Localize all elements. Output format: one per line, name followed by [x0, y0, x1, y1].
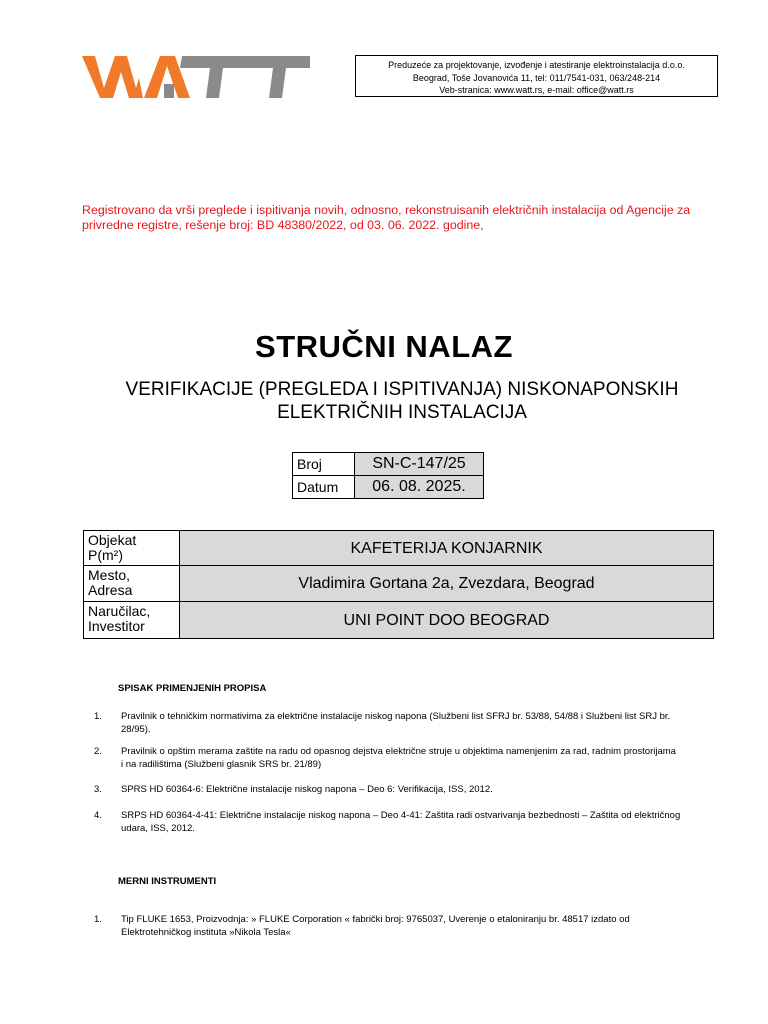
- table-row: [293, 453, 484, 476]
- company-line: Preduzeće za projektovanje, izvođenje i atestiranje elektroinstalacija d.o.o.: [388, 60, 685, 70]
- label-line: Adresa: [88, 582, 133, 598]
- company-web: Veb-stranica: www.watt.rs, e-mail: office@watt.rs: [439, 85, 634, 95]
- item-number: 1.: [94, 914, 102, 925]
- item-line: Pravilnik o opštim merama zaštite na radu od opasnog dejstva električne struje u objektima namenjenim za rad, radnim prostorijama: [121, 746, 676, 757]
- object-info-table: [83, 530, 714, 639]
- document-number-table: [292, 452, 484, 499]
- registration-note: [82, 203, 722, 233]
- address-value: Vladimira Gortana 2a, Zvezdara, Beograd: [180, 566, 714, 602]
- label-line: Investitor: [88, 618, 145, 634]
- label-line: Naručilac,: [88, 603, 151, 619]
- company-info-box: [355, 55, 718, 97]
- company-address: Beograd, Toše Jovanovića 11, tel: 011/7541-031, 063/248-214: [412, 72, 661, 83]
- object-value: KAFETERIJA KONJARNIK: [180, 531, 714, 566]
- item-number: 1.: [94, 711, 102, 722]
- item-text: [121, 745, 721, 771]
- item-text: [121, 710, 721, 736]
- label-line: P(m²): [88, 547, 123, 563]
- label-line: Mesto,: [88, 567, 131, 583]
- datum-label: Datum: [293, 476, 355, 499]
- object-label: [84, 531, 180, 566]
- item-number: 3.: [94, 784, 102, 795]
- subtitle-line: ELEKTRIČNIH INSTALACIJA: [277, 402, 527, 423]
- item-text: [121, 783, 721, 796]
- subtitle-line: VERIFIKACIJE (PREGLEDA I ISPITIVANJA) NISKONAPONSKIH: [125, 379, 679, 400]
- registration-line: privredne registre, rešenje broj: BD 48380/2022, od 03. 06. 2022. godine,: [82, 218, 484, 232]
- item-line: udara, ISS, 2012.: [121, 823, 195, 834]
- table-row: [84, 566, 714, 602]
- broj-label: Broj: [293, 453, 355, 476]
- item-line: Pravilnik o tehničkim normativima za električne instalacije niskog napona (Službeni list SFRJ br. 53/88, 54/88 i Službeni list SRJ br.: [121, 711, 671, 722]
- item-text: [121, 809, 721, 835]
- watt-logo: [82, 54, 312, 100]
- table-row: [293, 476, 484, 499]
- instruments-heading: MERNI INSTRUMENTI: [118, 876, 217, 887]
- table-row: [84, 602, 714, 639]
- item-line: 28/95).: [121, 724, 151, 735]
- item-line: SPRS HD 60364-6: Električne instalacije niskog napona – Deo 6: Verifikacija, ISS, 2012.: [121, 784, 493, 795]
- address-label: [84, 566, 180, 602]
- datum-value: 06. 08. 2025.: [355, 476, 484, 499]
- item-line: SRPS HD 60364-4-41: Električne instalacije niskog napona – Deo 4-41: Zaštita radi ostvarivanja bezbednosti – Zaštita od električnog: [121, 810, 681, 821]
- document-subtitle: [0, 378, 768, 424]
- item-number: 2.: [94, 746, 102, 757]
- item-text: [121, 913, 721, 939]
- item-line: i na radilištima (Službeni glasnik SRS br. 21/89): [121, 759, 322, 770]
- item-line: Tip FLUKE 1653, Proizvodnja: » FLUKE Corporation « fabrički broj: 9765037, Uverenje o etaloniranju br. 48517 izdato od: [121, 914, 630, 925]
- item-number: 4.: [94, 810, 102, 821]
- table-row: [84, 531, 714, 566]
- client-value: UNI POINT DOO BEOGRAD: [180, 602, 714, 639]
- registration-line: Registrovano da vrši preglede i ispitivanja novih, odnosno, rekonstruisanih električnih instalacija od Agencije za: [82, 203, 691, 217]
- client-label: [84, 602, 180, 639]
- regulations-heading: SPISAK PRIMENJENIH PROPISA: [118, 683, 267, 694]
- label-line: Objekat: [88, 532, 137, 548]
- document-title: STRUČNI NALAZ: [255, 329, 513, 364]
- item-line: Elektrotehničkog instituta »Nikola Tesla«: [121, 927, 291, 938]
- broj-value: SN-C-147/25: [355, 453, 484, 476]
